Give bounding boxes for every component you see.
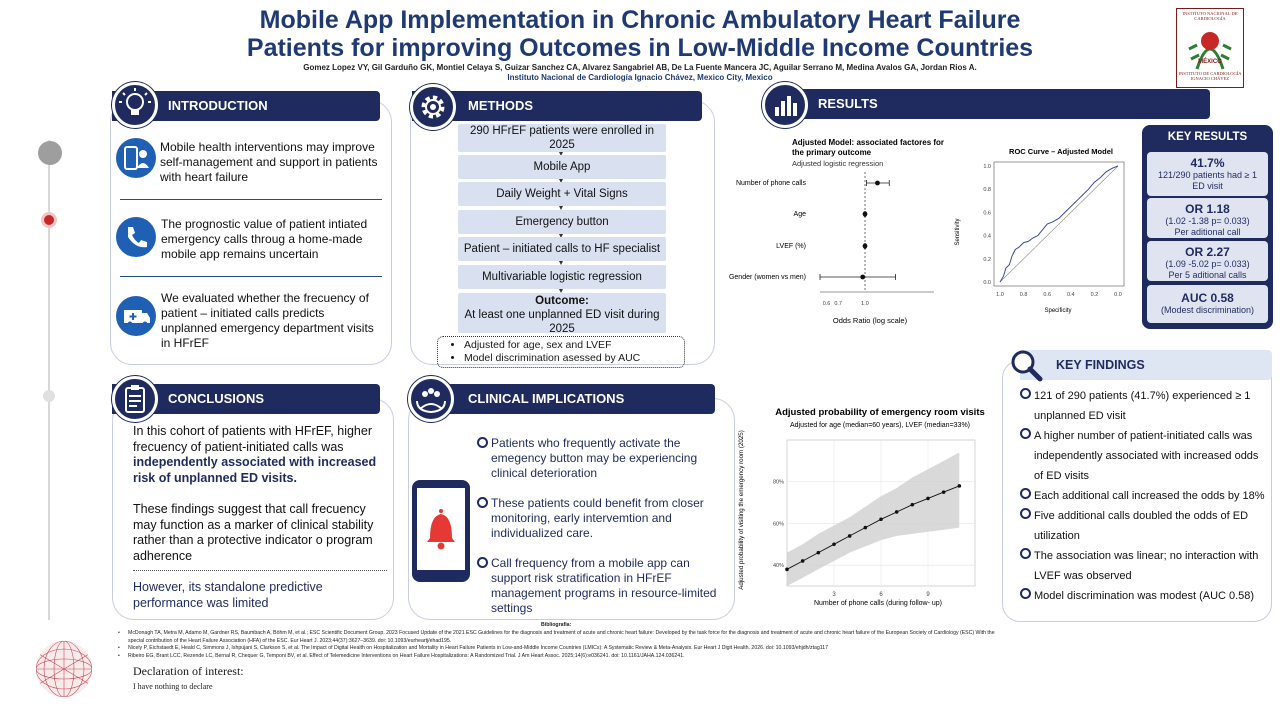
key-result-detail: (1.02 -1.38 p= 0.033) xyxy=(1165,216,1250,226)
circle-bullet-icon xyxy=(477,437,488,448)
authors: Gomez Lopez VY, Gil Garduño GK, Montiel Celaya S, Guizar Sanchez CA, Alvarez Sangabriel AB, De La Fuente Mancera JC, Aguilar Serrano M, Medina Avalos GA, Jordan Rios A. xyxy=(303,63,977,72)
intro-divider-1 xyxy=(120,199,382,200)
clinical-item xyxy=(477,556,727,616)
magnifier-icon xyxy=(1006,345,1046,385)
timeline-dot-light xyxy=(43,390,55,402)
clinical-text: Call frequency from a mobile app can support risk stratification in HFrEF management programs in resource-limited settings xyxy=(491,556,717,615)
lightbulb-icon xyxy=(112,82,158,128)
roc-x-tick-label: 0.8 xyxy=(1019,292,1028,298)
roc-diagonal xyxy=(1000,166,1118,282)
phone-icon xyxy=(116,217,156,257)
circle-bullet-icon xyxy=(1020,548,1031,559)
finding-item xyxy=(1020,386,1266,426)
methods-step-vitals: Daily Weight + Vital Signs xyxy=(458,182,666,206)
declaration-text: I have nothing to declare xyxy=(133,682,213,691)
circle-bullet-icon xyxy=(1020,588,1031,599)
references-heading: Bibliografia: xyxy=(541,622,572,628)
reference-item: • McDonagh TA, Metra M, Adamo M, Gardner RS, Baumbach A, Böhm M, et al.; ESC Scientific Document Group. 2023 Focused Update of the 2021 ESC Guidelines for the diagnosis and treatment of acute and chronic heart failure: Developed by the task force for the diagnosis and treatment of acute and chronic heart failure of the European Society of Cardiology (ESC) With the special contribution of the Heart Failure Association (HFA) of the ESC. Eur Heart J. 2023;44(37):3627–3639. doi: 10.1093/eurheartj/ehad195. xyxy=(118,630,1008,645)
poster-title xyxy=(180,6,1100,62)
key-findings-list xyxy=(1020,386,1266,606)
circle-bullet-icon xyxy=(1020,508,1031,519)
prob-y-tick-label: 60% xyxy=(772,521,784,528)
roc-curve xyxy=(950,142,1130,322)
intro-divider-2 xyxy=(120,276,382,277)
key-result-value: 41.7% xyxy=(1190,156,1225,170)
finding-text: The association was linear; no interaction with LVEF was observed xyxy=(1034,550,1259,582)
prob-point xyxy=(895,510,899,514)
timeline-dot-gray xyxy=(38,141,62,165)
forest-title-line1 xyxy=(792,138,944,157)
roc-x-tick-label: 1.0 xyxy=(996,292,1004,298)
roc-y-tick-label: 0.0 xyxy=(983,280,991,286)
roc-xlabel: Specificity xyxy=(1044,308,1072,314)
forest-point xyxy=(875,181,880,186)
forest-row-label: Gender (women vs men) xyxy=(728,274,806,281)
roc-y-tick-label: 0.4 xyxy=(983,233,991,240)
prob-x-tick-label: 9 xyxy=(926,592,930,598)
prob-point xyxy=(848,534,852,538)
finding-text: 121 of 290 patients (41.7%) experienced ≥ 1 unplanned ED visit xyxy=(1034,390,1251,422)
institution-logo xyxy=(1176,8,1244,88)
reference-text: Nicely P, Eichstaedt E, Heald C, Simmons J, Ishpujani S, Clarkson S, et al. The Impact of Digital Health on Hospitalization and Mortality in Heart Failure Patients in Low-and-Middle Income Countries (LMICs): A Systematic Review & Meta-Analysis. Eur Heart J Digit Health. 2026. doi: 10.1093/ehjdh/ztag117 xyxy=(128,645,829,651)
finding-text: Model discrimination was modest (AUC 0.58) xyxy=(1034,590,1255,602)
clinical-text: These patients could benefit from closer monitoring, early intervemtion and individualized care. xyxy=(491,496,704,540)
circle-bullet-icon xyxy=(477,557,488,568)
globe-decoration-icon xyxy=(34,624,94,714)
prob-point xyxy=(942,490,946,494)
forest-row-label: Age xyxy=(793,211,806,218)
forest-x-tick-label: 1.0 xyxy=(861,301,869,307)
phone-alarm-icon xyxy=(410,478,472,584)
methods-step-app: Mobile App xyxy=(458,155,666,179)
key-result-card xyxy=(1147,198,1268,238)
methods-note-item: • Model discrimination asessed by AUC xyxy=(464,352,674,365)
key-result-detail: 121/290 patients had ≥ 1 xyxy=(1157,170,1258,180)
outcome-label: Outcome: xyxy=(535,295,589,307)
finding-item xyxy=(1020,586,1266,606)
reference-item: • Nicely P, Eichstaedt E, Heald C, Simmons J, Ishpujani S, Clarkson S, et al. The Impact of Digital Health on Hospitalization and Mortality in Heart Failure Patients in Low-and-Middle Income Countries (LMICs): A Systematic Review & Meta-Analysis. Eur Heart J Digit Health. 2026. doi: 10.1093/ehjdh/ztag117 xyxy=(118,645,829,651)
forest-row-label: Number of phone calls xyxy=(735,180,806,187)
logo-emblem-icon xyxy=(1177,19,1243,79)
prob-title: Adjusted probability of emergency room visits xyxy=(775,407,985,418)
finding-text: Five additional calls doubled the odds of ED utilization xyxy=(1034,510,1249,542)
key-result-card xyxy=(1147,241,1268,281)
circle-bullet-icon xyxy=(477,497,488,508)
gear-icon xyxy=(410,84,456,130)
clinical-item xyxy=(477,436,727,496)
forest-point xyxy=(863,244,868,249)
finding-item xyxy=(1020,426,1266,486)
key-result-value: AUC 0.58 xyxy=(1181,291,1234,305)
results-heading: RESULTS xyxy=(772,89,1210,119)
prob-point xyxy=(958,484,962,488)
clinical-heading: CLINICAL IMPLICATIONS xyxy=(412,384,715,414)
prob-subtitle: Adjusted for age (median=60 years), LVEF (median=33%) xyxy=(789,422,971,429)
declaration-heading: Declaration of interest: xyxy=(133,664,244,678)
roc-x-tick-label: 0.0 xyxy=(1114,292,1122,298)
key-result-detail: (Modest discrimination) xyxy=(1160,305,1255,315)
prob-point xyxy=(801,559,805,563)
timeline-dot-red xyxy=(41,212,57,228)
finding-item xyxy=(1020,506,1266,546)
forest-subtitle: Adjusted logistic regression xyxy=(792,159,884,168)
key-result-card xyxy=(1147,152,1268,196)
conclusion-divider xyxy=(133,570,387,571)
logo-text-bottom: INSTITUTO DE CARDIOLOGÍA IGNACIO CHÁVEZ xyxy=(1178,71,1242,81)
logo-text-top: INSTITUTO NACIONAL DE CARDIOLOGÍA xyxy=(1182,11,1238,21)
conclusion-p1-text: In this cohort of patients with HFrEF, higher frecuency of patient-initiated calls was xyxy=(133,424,372,454)
roc-ylabel: Sensitivity xyxy=(955,218,961,246)
key-result-detail: (1.09 -5.02 p= 0.033) xyxy=(1165,259,1250,269)
clinical-item xyxy=(477,496,727,556)
key-result-value: OR 2.27 xyxy=(1185,245,1230,259)
title-line-2: Patients for improving Outcomes in Low-Middle Income Countries xyxy=(246,34,1034,62)
key-findings-heading: KEY FINDINGS xyxy=(1020,350,1272,380)
prob-point xyxy=(864,526,868,530)
methods-notes xyxy=(437,336,685,368)
forest-x-tick-label: 0.6 xyxy=(822,301,831,307)
prob-xlabel: Number of phone calls (during follow- up) xyxy=(813,600,943,607)
circle-bullet-icon xyxy=(1020,388,1031,399)
methods-note-item: • Adjusted for age, sex and LVEF xyxy=(464,339,674,352)
roc-x-tick-label: 0.6 xyxy=(1043,292,1052,298)
ambulance-icon xyxy=(116,296,156,336)
conclusion-p1-bold: independently associated with increased risk of unplanned ED visits. xyxy=(133,455,377,485)
roc-y-tick-label: 0.2 xyxy=(983,256,991,263)
key-result-detail: ED visit xyxy=(1192,181,1223,191)
intro-text-3: We evaluated whether the frecuency of patient – initiated calls predicts unplanned emergency department visits in HFrEF xyxy=(161,291,374,350)
logo-text-mid: MÉXICO xyxy=(1198,59,1222,65)
reference-text: Ribeiro EG, Brant LCC, Rezende LC, Bernal R, Chequer G, Temponi BV, et al. Effect of Telemedicine Interventions on Heart Failure Hospitalizations: A Randomized Trial. J Am Heart Assoc. 2025;14(6):e036241. doi: 10.1161/JAHA.124.036241. xyxy=(128,652,685,659)
intro-text-2: The prognostic value of patient intiated emergency calls throug a home-made mobile app remains uncertain xyxy=(161,217,368,261)
forest-title-part: Adjusted Model: associated factores for xyxy=(792,138,945,147)
forest-plot xyxy=(712,134,952,330)
conclusions-heading: CONCLUSIONS xyxy=(112,384,380,414)
mobile-doctor-icon xyxy=(116,138,156,178)
prob-y-tick-label: 80% xyxy=(772,479,784,486)
roc-title: ROC Curve – Adjusted Model xyxy=(1009,147,1113,156)
methods-step-emergency: Emergency button xyxy=(458,210,666,234)
forest-point xyxy=(863,212,868,217)
forest-x-tick-label: 0.7 xyxy=(834,301,842,307)
conclusion-p2: These findings suggest that call frecuency may function as a marker of clinical stability rather than a protective indicator o program adherence xyxy=(133,502,374,563)
prob-x-tick-label: 6 xyxy=(879,592,883,598)
clinical-list xyxy=(477,436,727,616)
conclusion-p3: However, its standalone predictive performance was limited xyxy=(133,580,323,610)
methods-step-calls: Patient – initiated calls to HF specialist xyxy=(458,237,666,261)
probability-chart xyxy=(735,400,1000,612)
prob-y-tick-label: 40% xyxy=(772,563,784,570)
title-line-1: Mobile App Implementation in Chronic Ambulatory Heart Failure xyxy=(259,6,1021,34)
methods-step-enrollment: 290 HFrEF patients were enrolled in 2025 xyxy=(458,124,666,152)
finding-text: A higher number of patient-initiated calls was independently associated with increased odds of ED visits xyxy=(1034,430,1259,482)
prob-point xyxy=(879,517,883,521)
people-care-icon xyxy=(408,376,454,422)
forest-title-part: the primary outcome xyxy=(792,148,872,157)
methods-heading: METHODS xyxy=(412,91,702,121)
prob-point xyxy=(911,503,915,507)
roc-x-tick-label: 0.4 xyxy=(1066,292,1075,298)
key-result-value: OR 1.18 xyxy=(1185,202,1230,216)
finding-item xyxy=(1020,546,1266,586)
key-result-detail: Per 5 aditional calls xyxy=(1168,270,1247,280)
roc-y-tick-label: 0.8 xyxy=(983,187,991,194)
methods-outcome-box xyxy=(458,293,666,333)
prob-x-tick-label: 3 xyxy=(832,592,836,598)
key-results-panel xyxy=(1142,125,1273,329)
prob-ylabel: Adjusted probability of visiting the emergency room (2025) xyxy=(738,430,745,590)
reference-text: McDonagh TA, Metra M, Adamo M, Gardner RS, Baumbach A, Böhm M, et al.; ESC Scientific Document Group. 2023 Focused Update of the 2021 ESC Guidelines for the diagnosis and treatment of acute and chronic heart failure: Developed by the task force for the diagnosis and treatment of acute and chronic heart failure of the European Society of Cardiology (ESC) With the special contribution of the Heart Failure Association (HFA) of the ESC. Eur Heart J. 2023;44(37):3627–3639. doi: 10.1093/eurheartj/ehad195. xyxy=(128,630,995,644)
key-results-heading: KEY RESULTS xyxy=(1167,131,1248,143)
forest-point xyxy=(860,275,865,280)
prob-point xyxy=(926,497,930,501)
roc-y-tick-label: 1.0 xyxy=(983,164,991,170)
outcome-text: At least one unplanned ED visit during 2025 xyxy=(464,309,660,335)
clipboard-icon xyxy=(112,376,158,422)
prob-point xyxy=(832,542,836,546)
prob-point xyxy=(785,568,789,572)
circle-bullet-icon xyxy=(1020,488,1031,499)
key-result-detail: Per aditional call xyxy=(1174,227,1241,237)
intro-text-1: Mobile health interventions may improve self-management and support in patients with heart failure xyxy=(160,140,378,184)
forest-xlabel: Odds Ratio (log scale) xyxy=(832,316,908,325)
methods-step-regression: Multivariable logistic regression xyxy=(458,265,666,289)
prob-point xyxy=(817,551,821,555)
clinical-text: Patients who frequently activate the emegency button may be experiencing clinical deterioration xyxy=(491,436,698,480)
institution: Instituto Nacional de Cardiología Ignacio Chávez, Mexico City, Mexico xyxy=(507,73,773,82)
circle-bullet-icon xyxy=(1020,428,1031,439)
bar-chart-icon xyxy=(762,82,808,128)
finding-item xyxy=(1020,486,1266,506)
conclusion-p1 xyxy=(133,424,378,486)
finding-text: Each additional call increased the odds by 18% xyxy=(1034,490,1265,502)
reference-item: • Ribeiro EG, Brant LCC, Rezende LC, Bernal R, Chequer G, Temponi BV, et al. Effect of Telemedicine Interventions on Heart Failure Hospitalizations: A Randomized Trial. J Am Heart Assoc. 2025;14(6):e036241. doi: 10.1161/JAHA.124.036241. xyxy=(118,652,685,659)
roc-y-tick-label: 0.6 xyxy=(983,210,991,217)
forest-row-label: LVEF (%) xyxy=(776,243,806,250)
references-list xyxy=(118,630,1008,660)
introduction-heading: INTRODUCTION xyxy=(112,91,380,121)
key-result-card xyxy=(1147,285,1268,323)
roc-x-tick-label: 0.2 xyxy=(1090,292,1099,298)
